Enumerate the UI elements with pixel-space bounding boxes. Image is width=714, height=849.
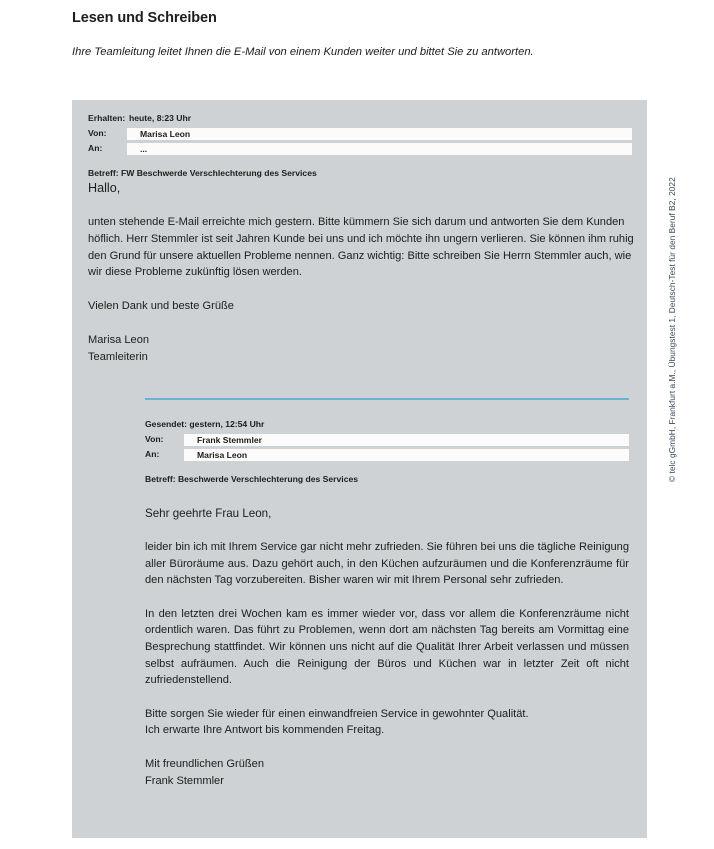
quoted-email-body xyxy=(145,506,629,789)
outer-paragraph-1: unten stehende E-Mail erreichte mich gestern. Bitte kümmern Sie sich darum und antworten Sie dem Kunden höflich. Herr Stemmler ist seit Jahren Kunde bei uns und ich möchte ihn ungern verlieren. Sie können ihm ruhig den Grund für unsere aktuellen Probleme nennen. Ganz wichtig: Bitte schreiben Sie Herrn Stemmler auch, wie wir diese Probleme zukünftig lösen werden. xyxy=(88,216,634,279)
from-label: Von: xyxy=(88,128,107,138)
page-title: Lesen und Schreiben xyxy=(72,10,217,26)
email-panel xyxy=(72,100,647,838)
page-subtitle: Ihre Teamleitung leitet Ihnen die E-Mail von einem Kunden weiter und bittet Sie zu antworten. xyxy=(72,46,534,58)
outer-closing: Vielen Dank und beste Grüße xyxy=(88,300,234,313)
quoted-paragraph-1: leider bin ich mit Ihrem Service gar nicht mehr zufrieden. Sie führen bei uns die tägliche Reinigung aller Büroräume aus. Dazu gehört auch, in den Küchen aufzuräumen und die Konferenzräume für den nächsten Tag vorzubereiten. Bisher waren wir mit Ihrem Personal sehr zufrieden. xyxy=(145,541,629,587)
received-label: Erhalten: xyxy=(88,113,126,123)
from-input[interactable]: Marisa Leon xyxy=(127,128,632,140)
quoted-request-line-2: Ich erwarte Ihre Antwort bis kommenden Freitag. xyxy=(145,724,385,737)
quoted-paragraph-2: In den letzten drei Wochen kam es immer wieder vor, dass vor allem die Konferenzräume nicht ordentlich waren. Das führt zu Problemen, wenn dort am nächsten Tag bereits am Vormittag eine Besprechung stattfindet. Wir können uns nicht auf die Qualität Ihrer Arbeit verlassen und müssen selbst aufräumen. Auch die Reinigung der Büros und Küchen war in letzter Zeit oft nicht zufriedenstellend. xyxy=(145,607,629,687)
outer-email-header xyxy=(88,112,632,179)
quoted-from-row xyxy=(145,433,629,446)
quoted-greeting: Sehr geehrte Frau Leon, xyxy=(145,507,272,520)
from-row xyxy=(88,127,632,140)
quoted-email xyxy=(145,398,629,789)
outer-signature xyxy=(88,332,638,366)
outer-email-body xyxy=(88,180,638,366)
quoted-signature xyxy=(145,756,629,789)
to-input[interactable]: ... xyxy=(127,143,632,155)
to-row xyxy=(88,142,632,155)
received-value: heute, 8:23 Uhr xyxy=(129,113,192,123)
quoted-sent-line: Gesendet: gestern, 12:54 Uhr xyxy=(145,419,265,429)
outer-signature-role: Teamleiterin xyxy=(88,350,148,363)
copyright-notice: © telc gGmbH, Frankfurt a.M., Übungstest 1, Deutsch-Test für den Beruf B2, 2022 xyxy=(667,177,677,482)
to-label: An: xyxy=(88,143,103,153)
outer-greeting: Hallo, xyxy=(88,181,121,195)
quote-divider xyxy=(145,398,629,400)
quoted-signature-name: Frank Stemmler xyxy=(145,774,224,787)
page-header xyxy=(72,8,652,60)
quoted-from-label: Von: xyxy=(145,434,164,444)
quoted-request-line-1: Bitte sorgen Sie wieder für einen einwandfreien Service in gewohnter Qualität. xyxy=(145,707,529,720)
quoted-request-block xyxy=(145,706,629,739)
outer-subject-line: Betreff: FW Beschwerde Verschlechterung des Services xyxy=(88,168,317,178)
quoted-email-header xyxy=(145,418,629,485)
quoted-subject-line: Betreff: Beschwerde Verschlechterung des Services xyxy=(145,474,359,484)
quoted-to-row xyxy=(145,448,629,461)
outer-signature-name: Marisa Leon xyxy=(88,333,150,346)
quoted-to-label: An: xyxy=(145,449,160,459)
quoted-closing: Mit freundlichen Grüßen xyxy=(145,757,265,770)
received-row xyxy=(88,112,632,125)
quoted-sent-row xyxy=(145,418,629,431)
quoted-from-input[interactable]: Frank Stemmler xyxy=(184,434,629,446)
quoted-to-input[interactable]: Marisa Leon xyxy=(184,449,629,461)
